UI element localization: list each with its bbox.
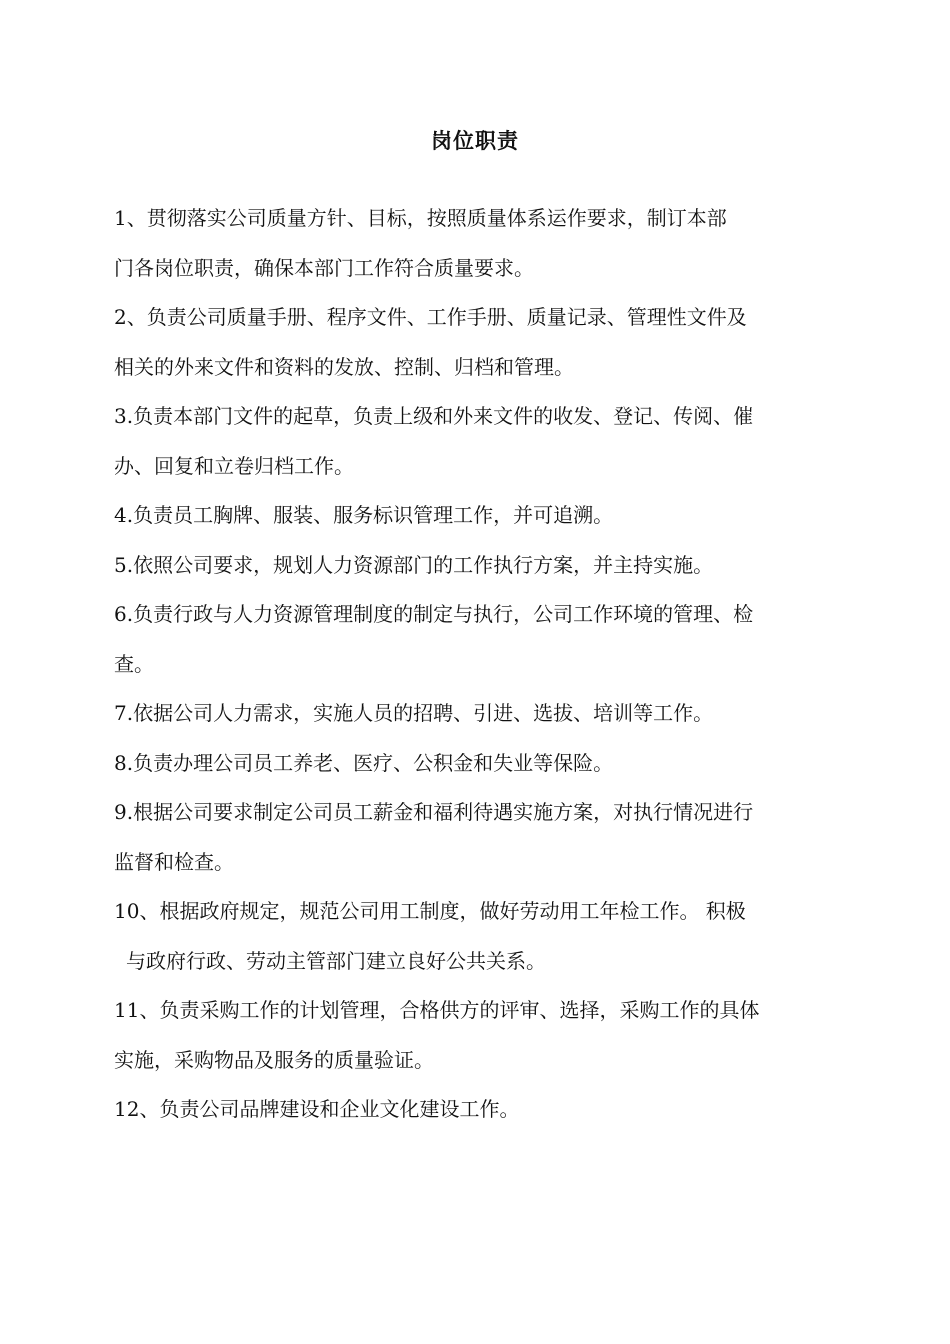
duty-item-2	[114, 293, 844, 392]
duty-6-line-2: 查。	[114, 651, 154, 676]
duty-7-line-1: 7.依据公司人力需求，实施人员的招聘、引进、选拔、培训等工作。	[114, 701, 714, 725]
duty-item-12	[114, 1085, 844, 1135]
duty-2-line-1: 2、负责公司质量手册、程序文件、工作手册、质量记录、管理性文件及	[114, 305, 747, 329]
duty-1-line-1: 1、贯彻落实公司质量方针、目标，按照质量体系运作要求，制订本部	[114, 206, 727, 230]
duty-2-line-2: 相关的外来文件和资料的发放、控制、归档和管理。	[114, 354, 574, 379]
duty-item-1	[114, 194, 844, 293]
duties-list	[114, 194, 844, 1135]
duty-5-line-1: 5.依照公司要求，规划人力资源部门的工作执行方案，并主持实施。	[114, 552, 714, 577]
document-title: 岗位职责	[431, 128, 519, 153]
duty-item-9	[114, 788, 844, 887]
duty-item-5	[114, 541, 844, 591]
duty-11-line-2: 实施，采购物品及服务的质量验证。	[114, 1047, 434, 1072]
duty-1-line-2: 门各岗位职责，确保本部门工作符合质量要求。	[114, 255, 534, 280]
duty-10-line-1: 10、根据政府规定，规范公司用工制度，做好劳动用工年检工作。 积极	[114, 899, 746, 923]
duty-12-line-1: 12、负责公司品牌建设和企业文化建设工作。	[114, 1097, 520, 1121]
duty-9-line-1: 9.根据公司要求制定公司员工薪金和福利待遇实施方案，对执行情况进行	[114, 800, 754, 824]
duty-3-line-1: 3.负责本部门文件的起草，负责上级和外来文件的收发、登记、传阅、催	[114, 404, 754, 428]
duty-item-7	[114, 689, 844, 739]
duty-4-line-1: 4.负责员工胸牌、服装、服务标识管理工作，并可追溯。	[114, 503, 614, 527]
duty-10-line-2: 与政府行政、劳动主管部门建立良好公共关系。	[126, 948, 546, 973]
duty-item-6	[114, 590, 844, 689]
duty-8-line-1: 8.负责办理公司员工养老、医疗、公积金和失业等保险。	[114, 750, 614, 775]
duty-item-8	[114, 739, 844, 789]
duty-3-line-2: 办、回复和立卷归档工作。	[114, 453, 354, 478]
duty-item-11	[114, 986, 844, 1085]
duty-item-3	[114, 392, 844, 491]
duty-11-line-1: 11、负责采购工作的计划管理，合格供方的评审、选择，采购工作的具体	[114, 998, 760, 1022]
duty-6-line-1: 6.负责行政与人力资源管理制度的制定与执行，公司工作环境的管理、检	[114, 602, 754, 626]
duty-item-10	[114, 887, 844, 986]
duty-item-4	[114, 491, 844, 541]
duty-9-line-2: 监督和检查。	[114, 849, 234, 874]
